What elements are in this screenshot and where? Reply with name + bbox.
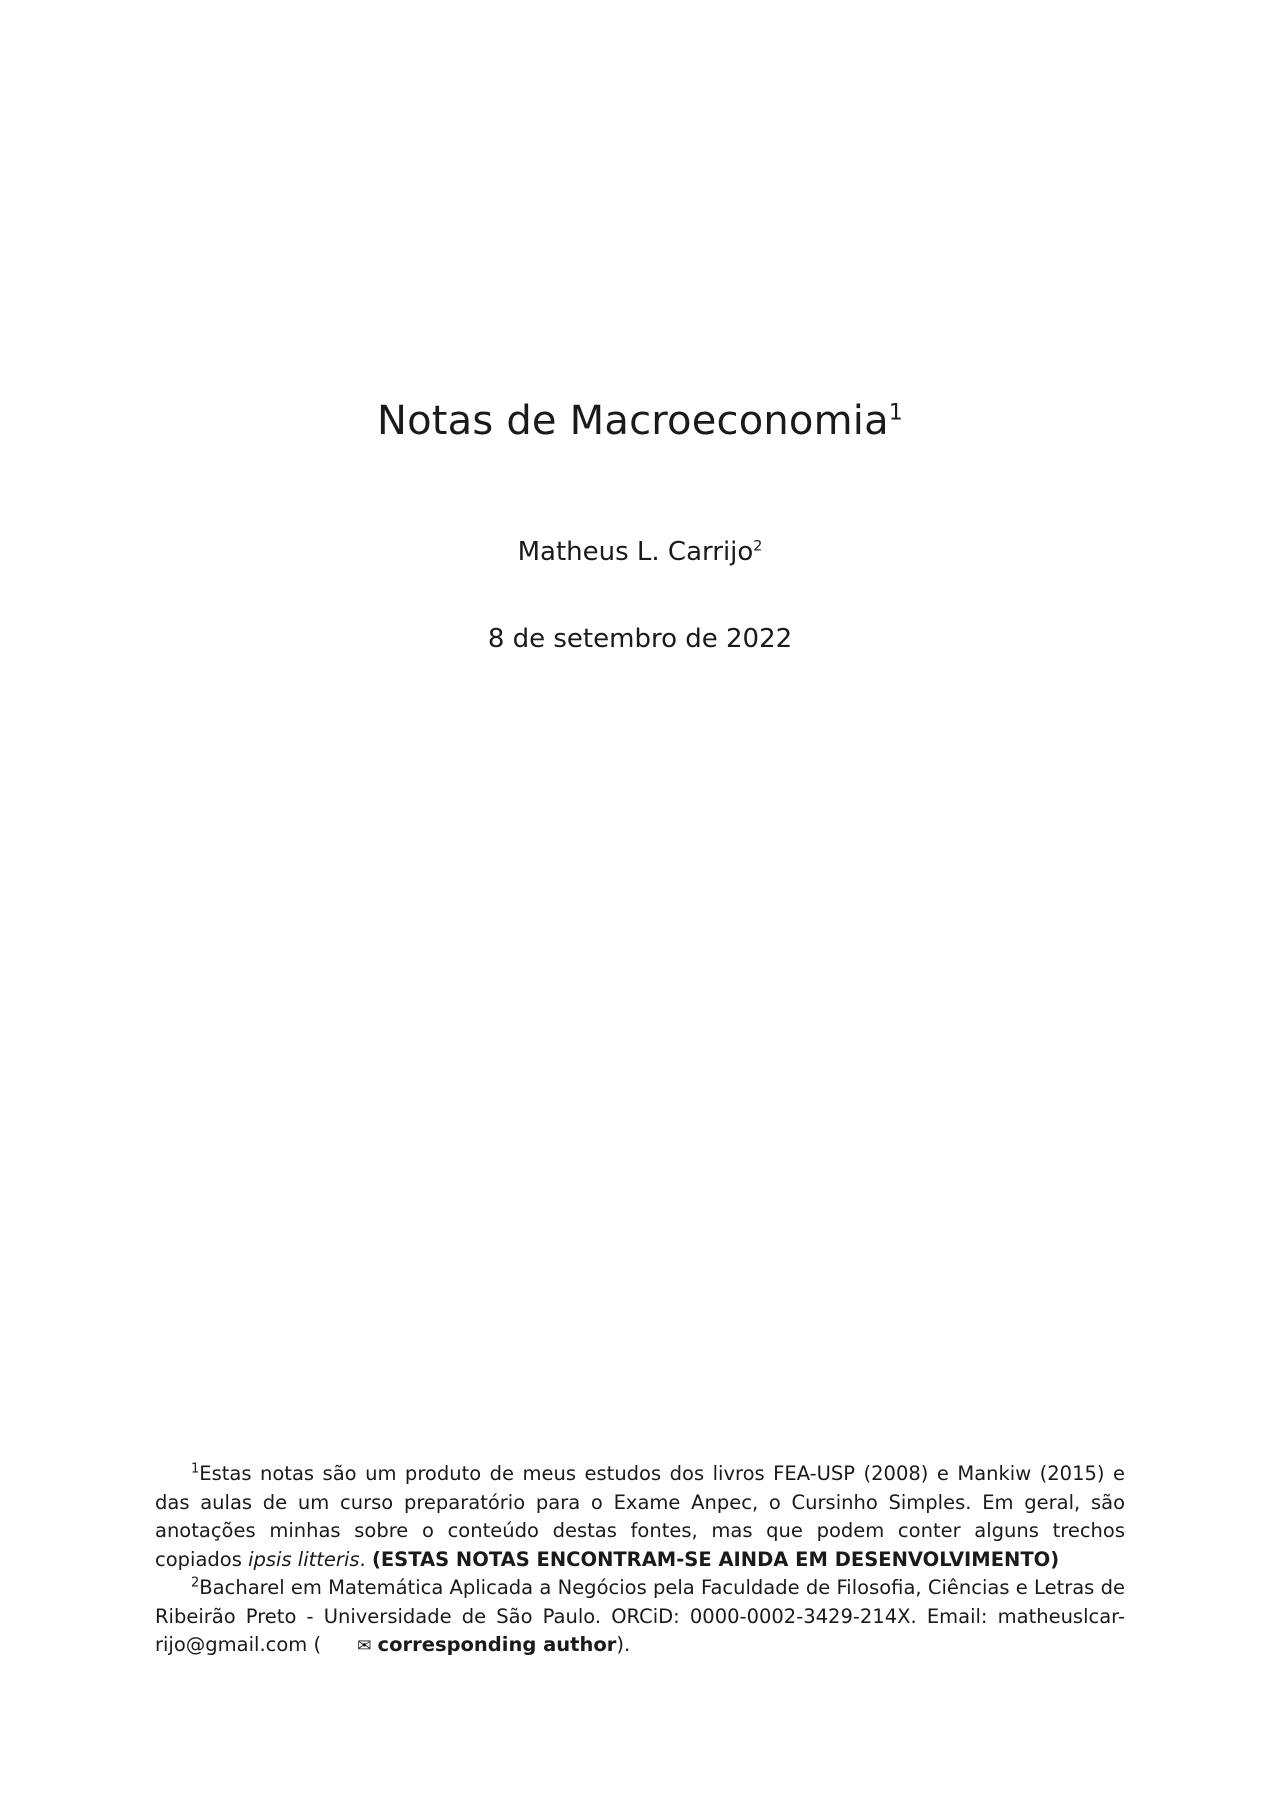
title-text: Notas de Macroeconomia [376, 398, 889, 444]
author-line [0, 537, 1280, 567]
footnote-1-mark: 1 [191, 1461, 200, 1477]
author-footnote-mark[interactable]: 2 [753, 538, 763, 555]
document-date: 8 de setembro de 2022 [487, 624, 793, 654]
footnote-1-text-after: . [359, 1547, 372, 1571]
footnotes-section [155, 1460, 1125, 1661]
footnote-2-text: Bacharel em Matemática Aplicada a Negócios pela Faculdade de Filosofia, Ciências e Letras de Ribeirão Preto - Universidade de São Paulo. ORCiD: 0000-0002-3429-214X. Email: matheuslcar-rijo@gmail.com ( [155, 1576, 1125, 1656]
document-title [0, 398, 1280, 444]
author-name: Matheus L. Carrijo [517, 537, 754, 567]
footnote-1-italic: ipsis litteris [248, 1547, 360, 1571]
footnote-2-text-end: ). [616, 1633, 631, 1656]
envelope-icon[interactable]: ✉︎ [357, 1636, 372, 1656]
footnote-2-mark: 2 [191, 1575, 200, 1591]
footnote-1 [155, 1460, 1125, 1574]
footnote-2 [155, 1574, 1125, 1661]
footnote-1-bold-note: (ESTAS NOTAS ENCONTRAM-SE AINDA EM DESENVOLVIMENTO) [371, 1547, 1060, 1571]
footnote-2-bold-label: corresponding author [377, 1633, 617, 1656]
footnote-1-text: Estas notas são um produto de meus estudos dos livros FEA-USP (2008) e Mankiw (2015) e das aulas de um curso preparatório para o Exame Anpec, o Cursinho Simples. Em geral, são anotações minhas sobre o conteúdo destas fontes, mas que podem conter alguns trechos copiados [155, 1462, 1125, 1571]
title-footnote-mark[interactable]: 1 [888, 400, 903, 426]
